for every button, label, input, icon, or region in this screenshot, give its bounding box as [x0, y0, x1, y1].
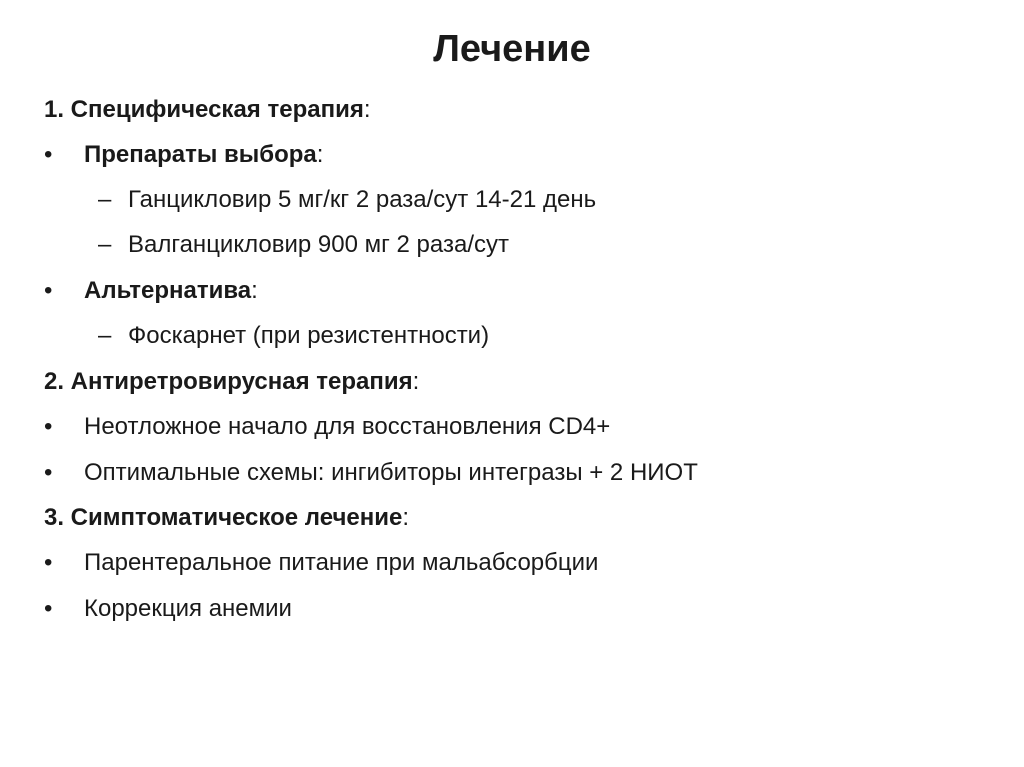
bullet-marker: • [44, 141, 53, 168]
sub-item: Валганцикловир 900 мг 2 раза/сут [128, 231, 509, 258]
bullet-colon: : [251, 277, 258, 304]
bullet-marker: • [44, 277, 53, 304]
section-heading-3 [44, 503, 409, 533]
section-heading-2 [44, 367, 419, 397]
section-heading-colon: : [412, 368, 420, 395]
section-heading-text: 2. Антиретровирусная терапия [44, 368, 413, 395]
section-heading-text: 3. Симптоматическое лечение [44, 504, 403, 531]
section-heading-text: 1. Специфическая терапия [44, 96, 364, 123]
slide-title: Лечение [433, 28, 591, 70]
bullet-label: Препараты выбора [84, 141, 317, 168]
section-heading-colon: : [363, 96, 371, 123]
section-heading-colon: : [402, 504, 410, 531]
bullet-marker: • [44, 595, 53, 622]
bullet-item: Парентеральное питание при мальабсорбции [84, 549, 599, 576]
section-heading-1 [44, 95, 371, 125]
bullet-item: Коррекция анемии [84, 595, 292, 622]
bullet-marker: • [44, 459, 53, 486]
dash-marker: – [98, 231, 112, 258]
bullet-colon: : [316, 141, 324, 168]
bullet-item: Неотложное начало для восстановления CD4+ [84, 413, 611, 440]
bullet-marker: • [44, 413, 53, 440]
bullet-item: Оптимальные схемы: ингибиторы интегразы + 2 НИОТ [84, 459, 698, 486]
sub-item: Ганцикловир 5 мг/кг 2 раза/сут 14-21 день [128, 186, 597, 213]
bullet-marker: • [44, 549, 53, 576]
bullet-label: Альтернатива [84, 277, 252, 304]
dash-marker: – [98, 186, 112, 213]
bullet-item [84, 276, 258, 306]
sub-item: Фоскарнет (при резистентности) [128, 322, 490, 349]
bullet-item [84, 140, 323, 170]
dash-marker: – [98, 322, 112, 349]
